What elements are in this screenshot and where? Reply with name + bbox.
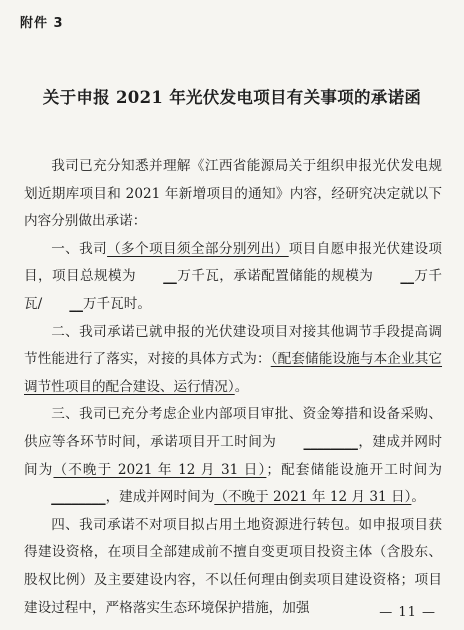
paragraph-4: 四、我司承诺不对项目拟占用土地资源进行转包。如申报项目获得建设资格，在项目全部建成前不擅自变更项目投资主体（含股东、股权比例）及主要建设内容，不以任何理由倒卖项目建设资格；项目建设过程中，严格落实生态环境保护措施，加强 [24,516,442,616]
p3-text-1: 三、我司已充分考虑企业内部项目审批、资金筹措和设备采购、供应等各环节时间，承诺项目开工时间为 [24,406,442,450]
paragraph-2 [24,319,442,402]
p3-text-3: ；配套储能设施开工时间为 [266,461,443,478]
p1-blank-total-capacity: __ [163,268,177,285]
p2-text-2: 。 [234,378,249,395]
p1-underlined-project-list: （多个项目须全部分别列出） [107,240,289,257]
paragraph-3 [24,401,442,511]
p1-text-4: 万千瓦/ [24,268,443,312]
paragraph-intro: 我司已充分知悉并理解《江西省能源局关于组织申报光伏发电规划近期库项目和 2021 年新增项目的通知》内容，经研究决定就以下内容分别做出承诺： [24,158,442,230]
p3-text-2: ，建成并网时间为 [24,433,442,478]
p2-text-1: 二、我司承诺已就申报的光伏建设项目对接其他调节手段提高调节性能进行了落实，对接的具体方式为： [24,323,442,368]
p2-underlined-method: （配套储能设施与本企业其它调节性项目的配合建设、运行情况） [24,351,443,395]
p1-text-1: 一、我司 [51,240,108,257]
paragraph-1 [24,236,442,319]
document-title: 关于申报 2021 年光伏发电项目有关事项的承诺函 [42,88,422,107]
p3-blank-storage-start-date: ________ [51,489,106,506]
p1-text-5: 万千瓦时。 [82,295,151,312]
document-body [24,153,442,622]
p3-blank-start-date: ________ [303,433,358,450]
page-number: — 11 — [379,605,436,620]
p1-blank-storage-power: __ [400,268,415,285]
p1-text-2: 项目自愿申报光伏建设项目，项目总规模为 [24,240,443,285]
attachment-label: 附件 3 [20,16,64,31]
p1-text-3: 万千瓦，承诺配置储能的规模为 [176,268,374,285]
p3-underlined-deadline-2: （不晚于 2021 年 12 月 31 日） [214,489,412,506]
p1-blank-storage-energy: __ [69,295,83,312]
p3-underlined-deadline-1: （不晚于 2021 年 12 月 31 日） [53,461,267,478]
p3-text-5: 。 [411,489,425,506]
p3-text-4: ，建成并网时间为 [105,489,215,506]
